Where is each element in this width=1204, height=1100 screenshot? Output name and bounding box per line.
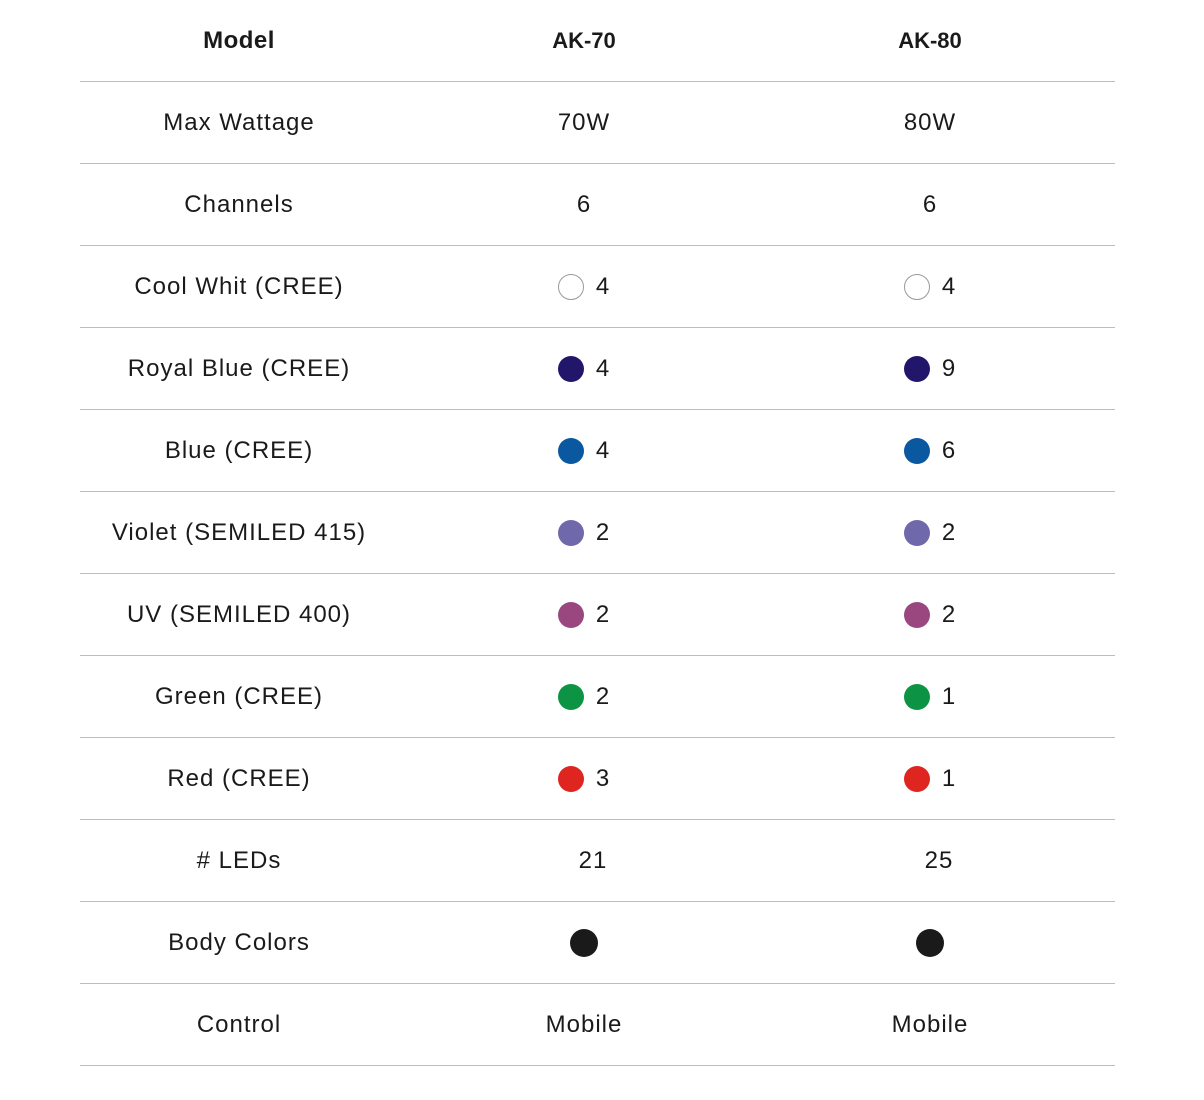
row-violet (80, 492, 1115, 574)
row-control (80, 984, 1115, 1066)
row-label: UV (SEMILED 400) (126, 600, 352, 628)
ak70-value (469, 738, 699, 819)
violet-led-icon (904, 520, 930, 546)
ak70-value (469, 902, 699, 983)
ak70-value (469, 492, 699, 573)
ak80-value (815, 820, 1045, 901)
total-leds: 25 (924, 846, 954, 874)
header-row (80, 0, 1115, 82)
led-count: 1 (941, 764, 957, 792)
spec-table (80, 0, 1115, 1066)
row-label: Blue (CREE) (164, 436, 314, 464)
cool-white-led-icon (904, 274, 930, 300)
ak80-value (815, 410, 1045, 491)
row-uv (80, 574, 1115, 656)
ak70-value (469, 656, 699, 737)
row-label: Green (CREE) (154, 682, 324, 710)
ak70-value (469, 820, 699, 901)
ak80-value (815, 246, 1045, 327)
ak80-value (815, 656, 1045, 737)
ak80-value (815, 902, 1045, 983)
red-led-icon (904, 766, 930, 792)
ak70-value (469, 410, 699, 491)
header-ak70: AK-70 (552, 27, 616, 53)
led-count: 4 (595, 436, 611, 464)
row-cool-white (80, 246, 1115, 328)
row-green (80, 656, 1115, 738)
led-count: 4 (595, 272, 611, 300)
row-max-wattage (80, 82, 1115, 164)
row-red (80, 738, 1115, 820)
ak80-value: 80W (903, 108, 957, 136)
ak70-value: Mobile (545, 1010, 623, 1038)
ak70-value (469, 246, 699, 327)
ak80-value: 6 (922, 190, 938, 218)
led-count: 2 (595, 600, 611, 628)
led-count: 9 (941, 354, 957, 382)
royal-blue-led-icon (558, 356, 584, 382)
royal-blue-led-icon (904, 356, 930, 382)
row-label: Violet (SEMILED 415) (111, 518, 367, 546)
ak70-value (469, 328, 699, 409)
ak80-value (815, 328, 1045, 409)
led-count: 6 (941, 436, 957, 464)
led-count: 4 (595, 354, 611, 382)
row-led-count (80, 820, 1115, 902)
led-count: 4 (941, 272, 957, 300)
row-label: Royal Blue (CREE) (127, 354, 351, 382)
uv-led-icon (904, 602, 930, 628)
ak80-value (815, 574, 1045, 655)
uv-led-icon (558, 602, 584, 628)
blue-led-icon (558, 438, 584, 464)
black-body-color-icon (916, 929, 944, 957)
header-ak80: AK-80 (898, 27, 962, 53)
led-count: 2 (595, 518, 611, 546)
row-label: Control (196, 1010, 282, 1038)
led-count: 2 (595, 682, 611, 710)
led-count: 2 (941, 518, 957, 546)
row-label: Channels (184, 190, 294, 218)
header-model: Model (203, 26, 275, 54)
row-label: Max Wattage (163, 108, 315, 136)
green-led-icon (904, 684, 930, 710)
ak70-value (469, 574, 699, 655)
led-count: 1 (941, 682, 957, 710)
ak80-value: Mobile (891, 1010, 969, 1038)
total-leds: 21 (578, 846, 608, 874)
led-count: 2 (941, 600, 957, 628)
row-label: # LEDs (196, 846, 282, 874)
led-count: 3 (595, 764, 611, 792)
blue-led-icon (904, 438, 930, 464)
ak70-value: 70W (557, 108, 611, 136)
row-label: Cool Whit (CREE) (134, 272, 344, 300)
red-led-icon (558, 766, 584, 792)
violet-led-icon (558, 520, 584, 546)
row-label: Body Colors (168, 928, 310, 956)
row-channels (80, 164, 1115, 246)
ak80-value (815, 492, 1045, 573)
ak70-value: 6 (576, 190, 592, 218)
row-royal-blue (80, 328, 1115, 410)
row-label: Red (CREE) (167, 764, 311, 792)
row-blue (80, 410, 1115, 492)
black-body-color-icon (570, 929, 598, 957)
row-body-colors (80, 902, 1115, 984)
cool-white-led-icon (558, 274, 584, 300)
ak80-value (815, 738, 1045, 819)
green-led-icon (558, 684, 584, 710)
